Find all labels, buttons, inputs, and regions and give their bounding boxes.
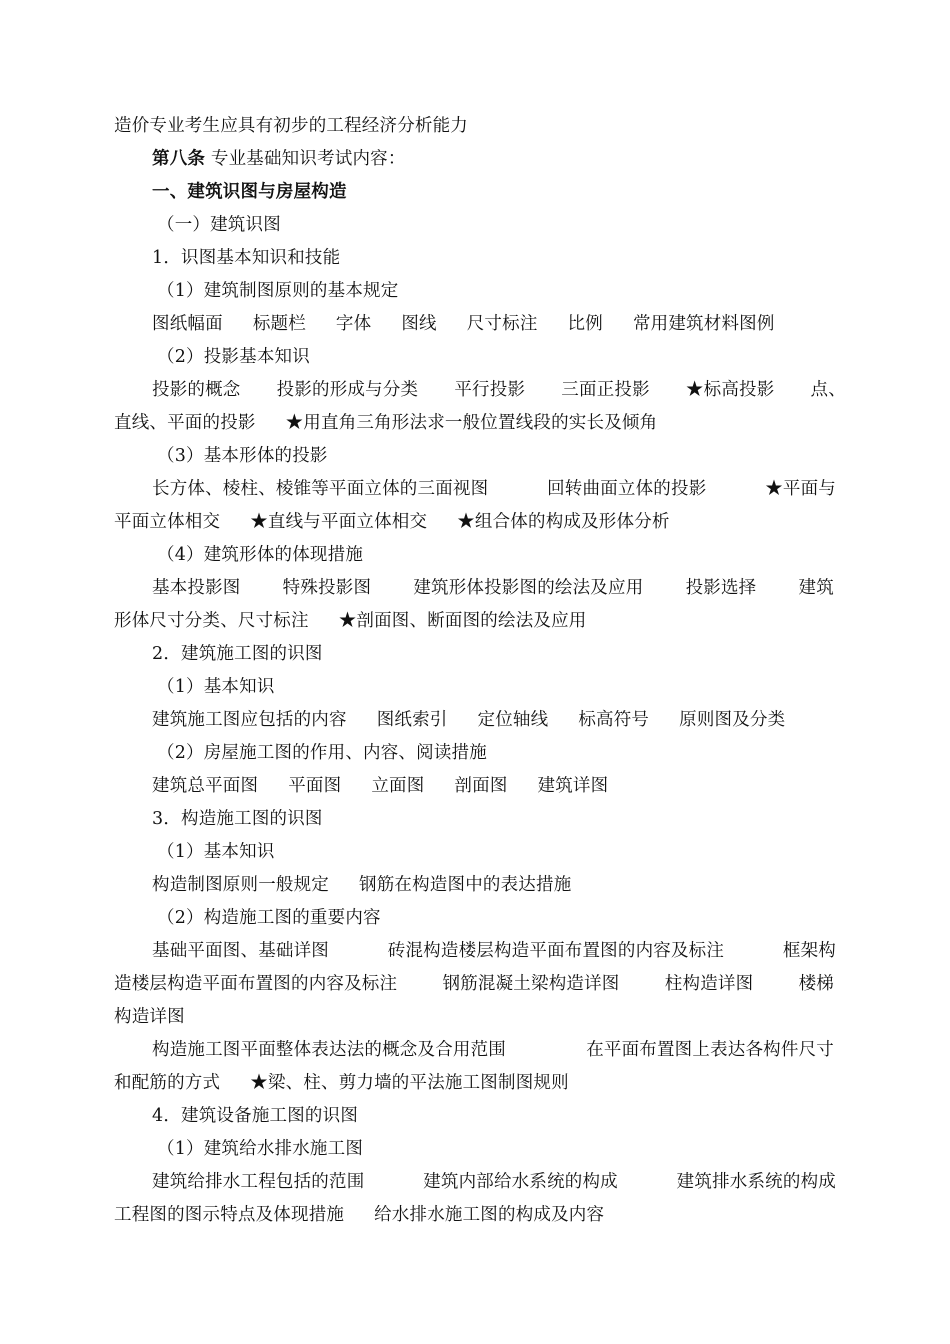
topic: 字体 bbox=[335, 314, 372, 334]
topic: 图纸索引 bbox=[376, 710, 448, 730]
topic: 平行投影 bbox=[454, 380, 526, 400]
topic: 钢筋在构造图中的表达措施 bbox=[359, 875, 572, 895]
topic-list bbox=[152, 310, 852, 338]
subitem-heading: （1）基本知识 bbox=[157, 842, 275, 862]
subitem-heading: （1）基本知识 bbox=[157, 677, 275, 697]
topic: 形体尺寸分类、尺寸标注 bbox=[114, 611, 309, 631]
subitem-heading: （4）建筑形体的体现措施 bbox=[157, 545, 364, 565]
article-heading bbox=[152, 145, 852, 173]
topic: 点、 bbox=[810, 380, 846, 400]
topic-list bbox=[152, 937, 836, 965]
topic-list bbox=[152, 1168, 836, 1196]
subsection-heading: （一）建筑识图 bbox=[157, 215, 281, 235]
subitem-heading: （2）构造施工图的重要内容 bbox=[157, 908, 381, 928]
topic: 建筑内部给水系统的构成 bbox=[423, 1172, 618, 1192]
topic-list bbox=[114, 508, 844, 536]
topic: ★剖面图、断面图的绘法及应用 bbox=[338, 611, 587, 631]
subitem-heading: （1）建筑制图原则的基本规定 bbox=[157, 281, 399, 301]
topic: ★梁、柱、剪力墙的平法施工图制图规则 bbox=[250, 1073, 569, 1093]
topic: 基本投影图 bbox=[152, 578, 241, 598]
topic: 给水排水施工图的构成及内容 bbox=[374, 1205, 605, 1225]
topic: 楼梯 bbox=[798, 974, 834, 994]
topic: 在平面布置图上表达各构件尺寸 bbox=[586, 1040, 834, 1060]
text-line: 构造详图 bbox=[114, 1007, 185, 1027]
topic: ★用直角三角形法求一般位置线段的实长及倾角 bbox=[285, 413, 658, 433]
topic: 建筑形体投影图的绘法及应用 bbox=[413, 578, 644, 598]
topic: 建筑施工图应包括的内容 bbox=[152, 710, 347, 730]
topic: 立面图 bbox=[371, 776, 425, 796]
topic: 构造制图原则一般规定 bbox=[152, 875, 329, 895]
topic: 比例 bbox=[567, 314, 603, 334]
item-heading: 2．建筑施工图的识图 bbox=[152, 644, 323, 664]
topic-list bbox=[152, 772, 852, 800]
topic: 三面正投影 bbox=[561, 380, 650, 400]
topic-list bbox=[114, 607, 844, 635]
topic: 平面图 bbox=[288, 776, 342, 796]
topic: ★组合体的构成及形体分析 bbox=[457, 512, 670, 532]
topic: 建筑详图 bbox=[537, 776, 609, 796]
topic: 回转曲面立体的投影 bbox=[547, 479, 707, 499]
item-heading: 1．识图基本知识和技能 bbox=[152, 248, 341, 268]
topic-list bbox=[152, 706, 852, 734]
topic-list bbox=[114, 409, 844, 437]
topic-list bbox=[152, 475, 836, 503]
section-heading: 一、建筑识图与房屋构造 bbox=[152, 182, 347, 202]
topic-list bbox=[114, 1201, 844, 1229]
article-number: 第八条 bbox=[152, 149, 206, 169]
topic: 定位轴线 bbox=[477, 710, 549, 730]
subitem-heading: （2）投影基本知识 bbox=[157, 347, 310, 367]
topic: 平面立体相交 bbox=[114, 512, 221, 532]
topic: ★平面与 bbox=[765, 479, 836, 499]
topic: 图纸幅面 bbox=[152, 314, 223, 334]
subitem-heading: （3）基本形体的投影 bbox=[157, 446, 328, 466]
topic: 标题栏 bbox=[252, 314, 306, 334]
topic: 尺寸标注 bbox=[466, 314, 538, 334]
topic: 和配筋的方式 bbox=[114, 1073, 221, 1093]
article-title: 专业基础知识考试内容： bbox=[205, 149, 406, 169]
topic: 投影的概念 bbox=[152, 380, 241, 400]
topic: 特殊投影图 bbox=[282, 578, 372, 598]
item-heading: 3．构造施工图的识图 bbox=[152, 809, 323, 829]
topic: ★直线与平面立体相交 bbox=[250, 512, 428, 532]
topic: 长方体、棱柱、棱锥等平面立体的三面视图 bbox=[152, 479, 489, 499]
topic: 钢筋混凝土梁构造详图 bbox=[442, 974, 620, 994]
topic: 柱构造详图 bbox=[664, 974, 754, 994]
topic: 直线、平面的投影 bbox=[114, 413, 256, 433]
topic-list bbox=[152, 574, 834, 602]
topic: 图线 bbox=[401, 314, 437, 334]
topic: 标高符号 bbox=[578, 710, 650, 730]
text-line: 造价专业考生应具有初步的工程经济分析能力 bbox=[114, 116, 468, 136]
topic-list bbox=[114, 970, 834, 998]
topic-list bbox=[152, 871, 852, 899]
subitem-heading: （1）建筑给水排水施工图 bbox=[157, 1139, 364, 1159]
item-heading: 4．建筑设备施工图的识图 bbox=[152, 1106, 359, 1126]
topic: 工程图的图示特点及体现措施 bbox=[114, 1205, 345, 1225]
topic: 投影选择 bbox=[685, 578, 757, 598]
topic: 砖混构造楼层构造平面布置图的内容及标注 bbox=[387, 941, 725, 961]
topic: 基础平面图、基础详图 bbox=[152, 941, 329, 961]
topic: 建筑 bbox=[798, 578, 834, 598]
topic: 常用建筑材料图例 bbox=[632, 314, 775, 334]
topic-list bbox=[114, 1069, 844, 1097]
topic: 原则图及分类 bbox=[679, 710, 786, 730]
subitem-heading: （2）房屋施工图的作用、内容、阅读措施 bbox=[157, 743, 487, 763]
topic: 建筑总平面图 bbox=[152, 776, 259, 796]
topic: 剖面图 bbox=[454, 776, 508, 796]
topic: 建筑给排水工程包括的范围 bbox=[152, 1172, 365, 1192]
topic: 造楼层构造平面布置图的内容及标注 bbox=[114, 974, 398, 994]
topic-list bbox=[152, 376, 846, 404]
topic-list bbox=[152, 1036, 834, 1064]
topic: 构造施工图平面整体表达法的概念及合用范围 bbox=[152, 1040, 506, 1060]
topic: ★标高投影 bbox=[685, 380, 775, 400]
topic: 框架构 bbox=[782, 941, 836, 961]
topic: 建筑排水系统的构成 bbox=[676, 1172, 836, 1192]
topic: 投影的形成与分类 bbox=[276, 380, 419, 400]
